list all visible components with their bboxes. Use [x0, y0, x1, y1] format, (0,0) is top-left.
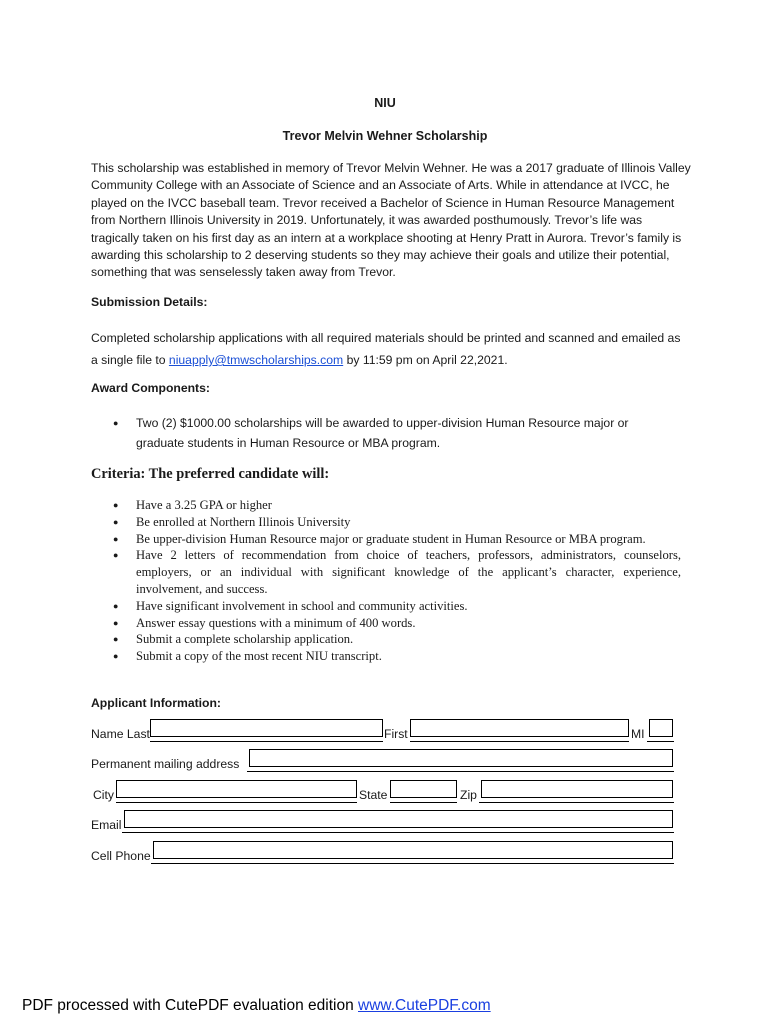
name-last-label: Name Last [91, 727, 150, 741]
submission-heading: Submission Details: [91, 295, 208, 309]
state-field[interactable] [390, 780, 457, 798]
first-name-underline [410, 740, 629, 742]
footer-text: PDF processed with CutePDF evaluation edition [22, 997, 358, 1014]
state-underline [390, 801, 457, 803]
award-list-container [91, 413, 671, 453]
mi-field[interactable] [649, 719, 673, 737]
mi-label: MI [631, 727, 645, 741]
scholarship-title: Trevor Melvin Wehner Scholarship [282, 129, 488, 143]
criteria-item-recommendations: ● Have 2 letters of recommendation from choice of teachers, professors, administrators, counselors, employers, or an individual with significant knowledge of the applicant’s character, experience, involvement, and success. [91, 547, 681, 597]
criteria-item-major: ● Be upper-division Human Resource major or graduate student in Human Resource or MBA program. [91, 531, 681, 548]
city-underline [116, 801, 357, 803]
award-list [91, 413, 671, 453]
email-label: Email [91, 818, 122, 832]
email-field[interactable] [124, 810, 673, 828]
cell-phone-label: Cell Phone [91, 849, 151, 863]
criteria-item-essay: ● Answer essay questions with a minimum of 400 words. [91, 615, 681, 632]
zip-underline [479, 801, 674, 803]
criteria-item-transcript: ● Submit a copy of the most recent NIU transcript. [91, 648, 681, 665]
criteria-item-involvement: ● Have significant involvement in school and community activities. [91, 598, 681, 615]
submission-email-link[interactable]: niuapply@tmwscholarships.com [168, 353, 344, 367]
address-underline [247, 770, 674, 772]
award-item: ● Two (2) $1000.00 scholarships will be awarded to upper-division Human Resource major or graduate students in Human Resource or MBA program. [91, 413, 671, 453]
submission-paragraph [91, 327, 681, 371]
state-label: State [359, 788, 388, 802]
first-name-field[interactable] [410, 719, 629, 737]
zip-field[interactable] [481, 780, 673, 798]
city-field[interactable] [116, 780, 357, 798]
applicant-heading: Applicant Information: [91, 696, 221, 710]
intro-paragraph: This scholarship was established in memory of Trevor Melvin Wehner. He was a 2017 graduate of Illinois Valley Community College with an Associate of Science and an Associate of Arts. While in attendance at IVCC, he played on the IVCC baseball team. Trevor received a Bachelor of Science in Human Resource Management from Northern Illinois University in 2019. Unfortunately, it was awarded posthumously. Trevor’s life was tragically taken on his first day as an intern at a workplace shooting at Henry Pratt in Aurora. Trevor’s family is awarding this scholarship to 2 deserving students so they may achieve their goals and utilize their potential, something that was senselessly taken away from Trevor. [91, 161, 691, 280]
zip-label: Zip [460, 788, 477, 802]
name-last-field[interactable] [150, 719, 383, 737]
criteria-item-enrolled: ● Be enrolled at Northern Illinois University [91, 514, 681, 531]
address-label: Permanent mailing address [91, 757, 240, 771]
city-label: City [93, 788, 114, 802]
criteria-list-container [91, 497, 681, 665]
cell-phone-field[interactable] [153, 841, 673, 859]
org-title: NIU [374, 96, 396, 110]
submission-text-after: by 11:59 pm on April 22,2021. [343, 353, 508, 367]
cutepdf-footer [22, 997, 491, 1015]
cell-phone-underline [151, 862, 674, 864]
mi-underline [647, 740, 674, 742]
footer-link[interactable]: www.CutePDF.com [358, 997, 491, 1014]
criteria-item-gpa: ● Have a 3.25 GPA or higher [91, 497, 681, 514]
award-heading: Award Components: [91, 381, 210, 395]
criteria-heading: Criteria: The preferred candidate will: [91, 466, 330, 482]
name-last-underline [150, 740, 383, 742]
criteria-list [91, 497, 681, 665]
address-field[interactable] [249, 749, 673, 767]
email-underline [122, 831, 674, 833]
submission-text-before: Completed scholarship applications with all required materials should be printed and scanned and emailed as a single file to [91, 331, 681, 367]
first-label: First [384, 727, 408, 741]
criteria-item-application: ● Submit a complete scholarship application. [91, 631, 681, 648]
